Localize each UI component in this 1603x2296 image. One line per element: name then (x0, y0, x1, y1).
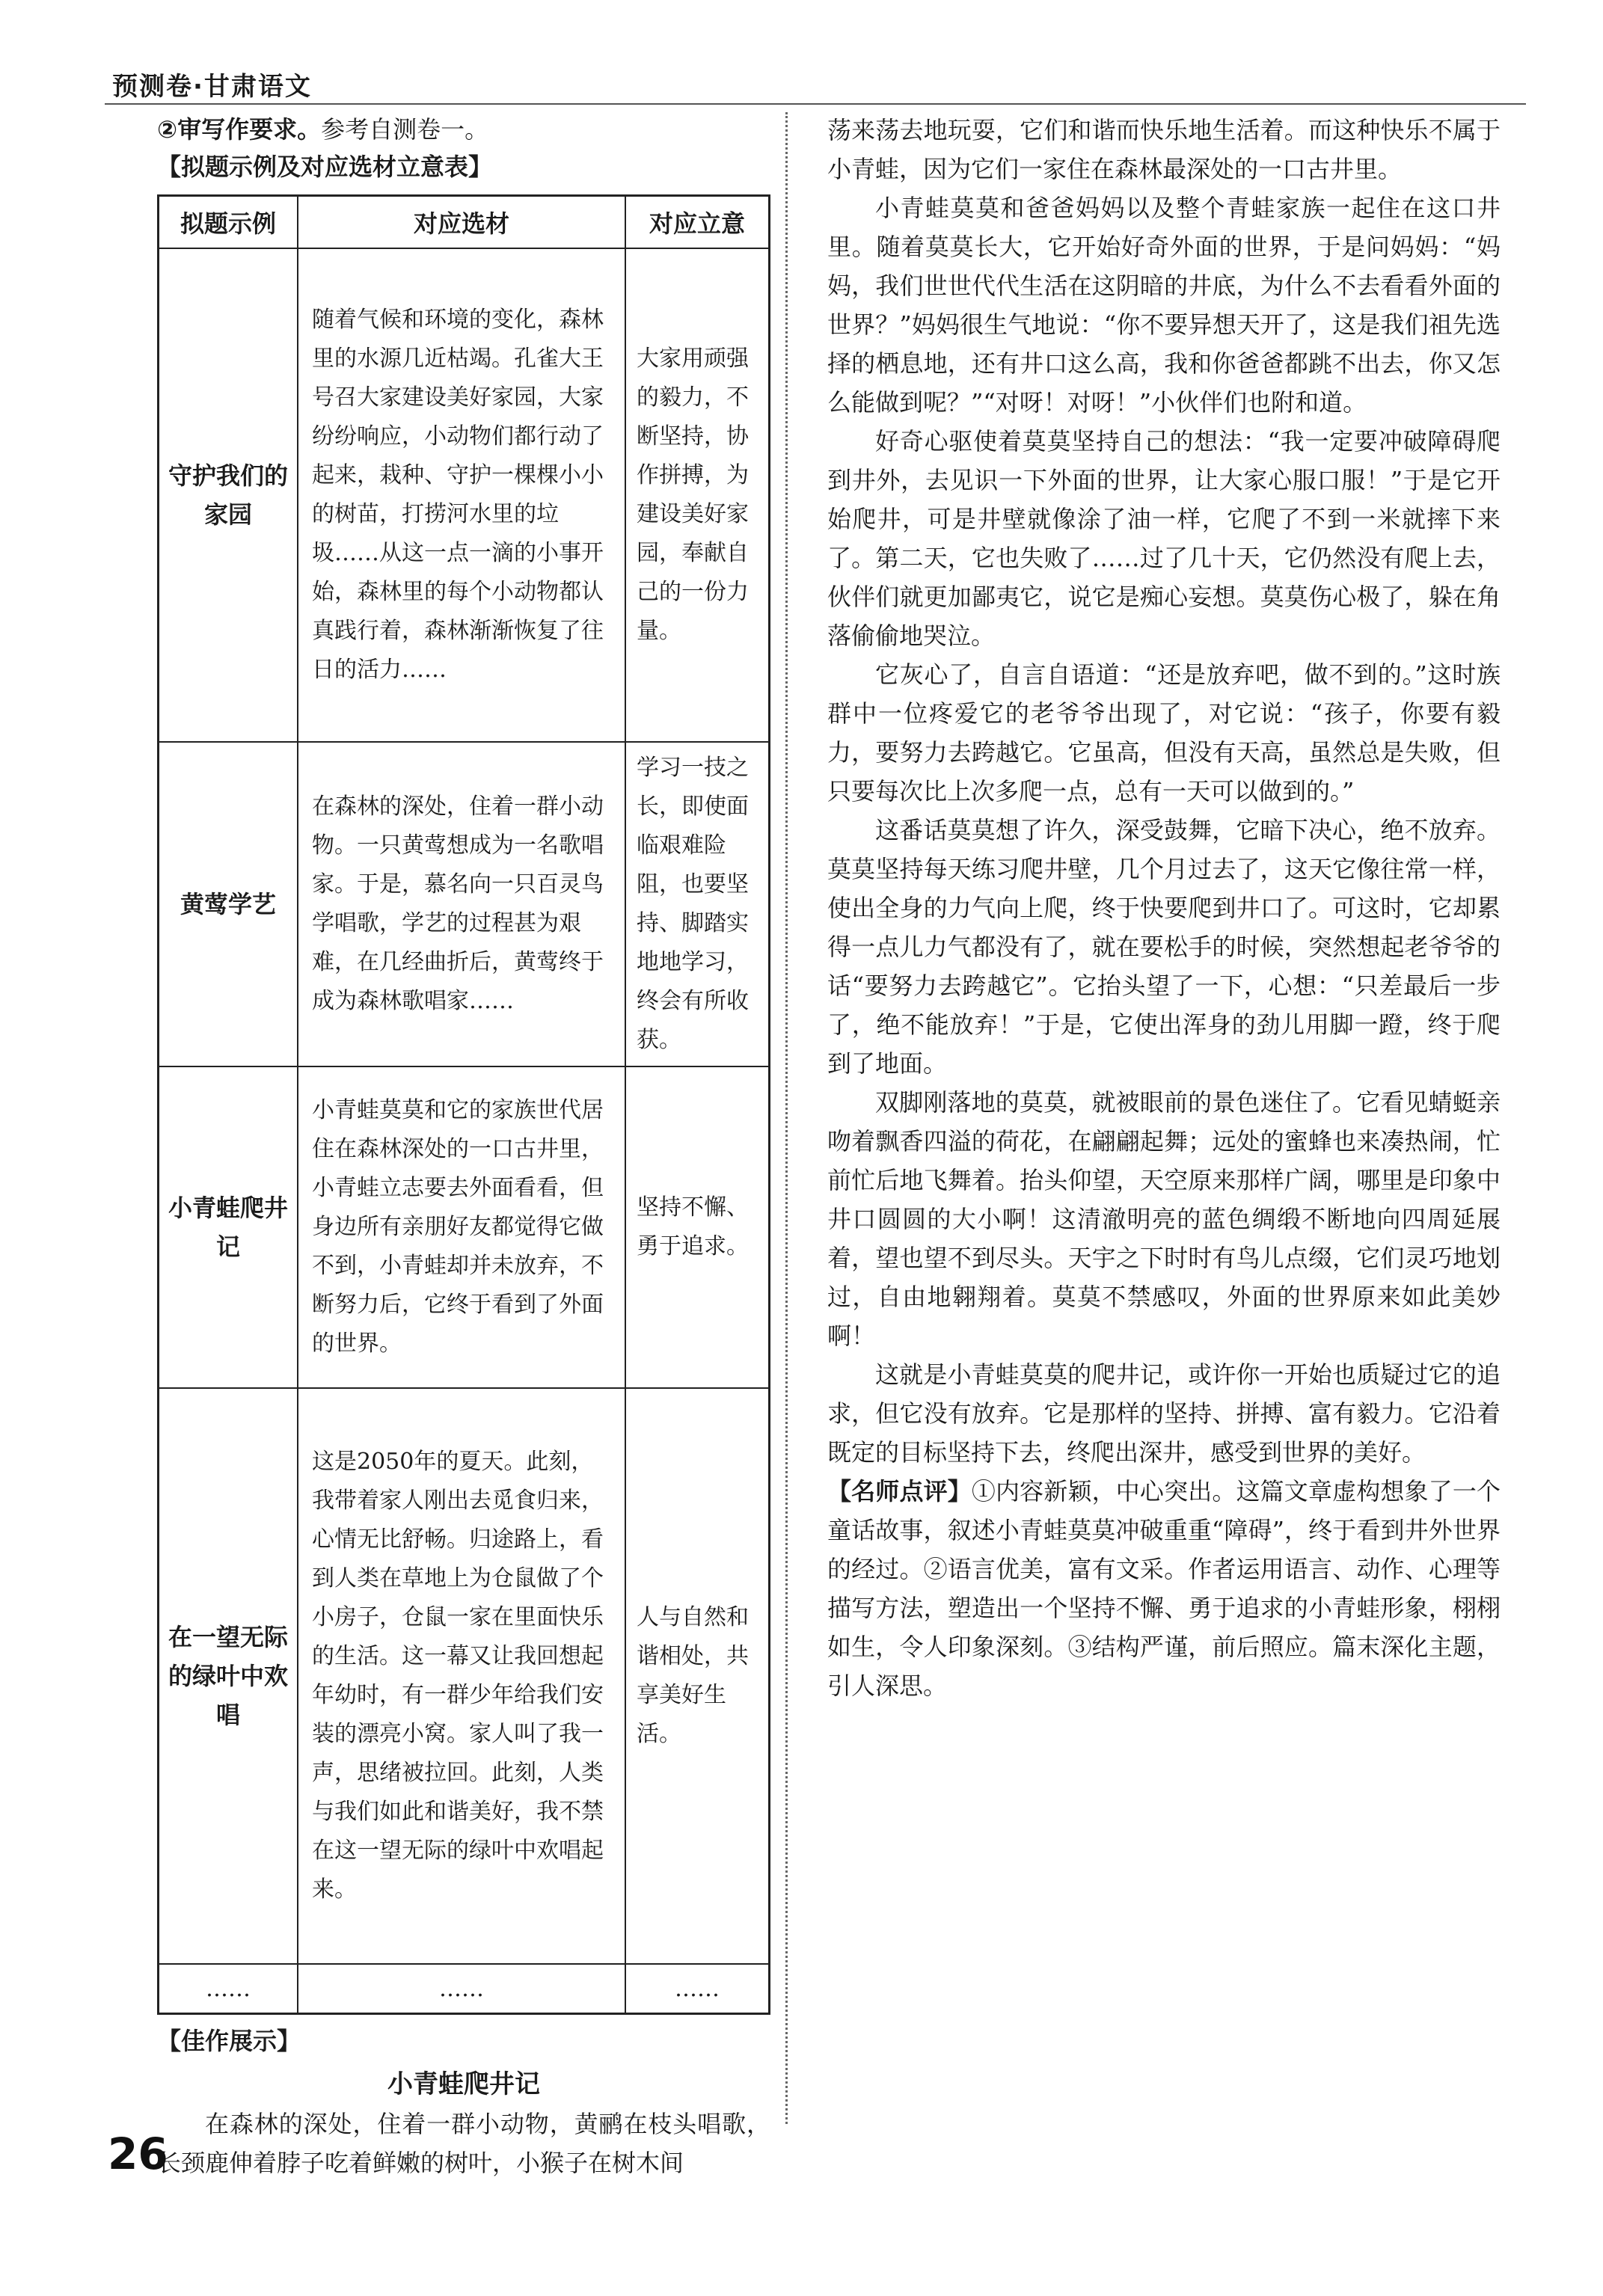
essay-paragraph: 它灰心了，自言自语道：“还是放弃吧，做不到的。”这时族群中一位疼爱它的老爷爷出现了，对它说：“孩子，你要有毅力，要努力去跨越它。它虽高，但没有天高，虽然总是失败，但只要每次比上次多爬一点，总有一天可以做到的。” (827, 660, 1501, 805)
row-theme: …… (625, 1964, 770, 2014)
header-material: 对应选材 (298, 196, 625, 249)
row-theme: 大家用顽强的毅力，不断坚持，协作拼搏，为建设美好家园，奉献自己的一份力量。 (625, 248, 770, 742)
row-material: …… (298, 1964, 625, 2014)
comment-text: ①内容新颖，中心突出。这篇文章虚构想象了一个童话故事，叙述小青蛙莫莫冲破重重“障碍”，终于看到井外世界的经过。②语言优美，富有文采。作者运用语言、动作、心理等描写方法，塑造出一个坚持不懈、勇于追求的小青蛙形象，栩栩如生，令人印象深刻。③结构严谨，前后照应。篇末深化主题，引人深思。 (827, 1477, 1501, 1700)
teacher-comment (827, 1472, 1501, 1705)
page-number: 26 (108, 2128, 168, 2179)
header-theme: 对应立意 (625, 196, 770, 249)
row-material: 随着气候和环境的变化，森林里的水源几近枯竭。孔雀大王号召大家建设美好家园，大家纷纷响应，小动物们都行动了起来，栽种、守护一棵棵小小的树苗，打捞河水里的垃圾……从这一点一滴的小事开始，森林里的每个小动物都认真践行着，森林渐渐恢复了往日的活力…… (298, 248, 625, 742)
right-column (827, 111, 1501, 1705)
requirement-line (157, 111, 770, 148)
row-title: 小青蛙爬井记 (159, 1066, 298, 1388)
table-header-row (159, 196, 770, 249)
page-header: 预测卷·甘肃语文 (112, 72, 312, 102)
table-row (159, 248, 770, 742)
row-title: 在一望无际的绿叶中欢唱 (159, 1388, 298, 1964)
row-material: 小青蛙莫莫和它的家族世代居住在森林深处的一口古井里，小青蛙立志要去外面看看，但身边所有亲朋好友都觉得它做不到，小青蛙却并未放弃，不断努力后，它终于看到了外面的世界。 (298, 1066, 625, 1388)
left-column (157, 111, 770, 2182)
comment-label: 【名师点评】 (827, 1477, 972, 1505)
table-row (159, 1066, 770, 1388)
table-heading: 【拟题示例及对应选材立意表】 (157, 153, 493, 181)
outline-table (157, 194, 770, 2015)
row-theme: 人与自然和谐相处，共享美好生活。 (625, 1388, 770, 1964)
header-title: 拟题示例 (159, 196, 298, 249)
essay-paragraph: 在森林的深处，住着一群小动物，黄鹂在枝头唱歌，长颈鹿伸着脖子吃着鲜嫩的树叶，小猴子在树木间 (157, 2110, 770, 2177)
row-theme: 学习一技之长，即使面临艰难险阻，也要坚持、脚踏实地地学习，终会有所收获。 (625, 742, 770, 1066)
table-row (159, 1964, 770, 2014)
row-title: …… (159, 1964, 298, 2014)
table-row (159, 1388, 770, 1964)
essay-paragraph: 双脚刚落地的莫莫，就被眼前的景色迷住了。它看见蜻蜓亲吻着飘香四溢的荷花，在翩翩起舞；远处的蜜蜂也来凑热闹，忙前忙后地飞舞着。抬头仰望，天空原来那样广阔，哪里是印象中井口圆圆的大小啊！这清澈明亮的蓝色绸缎不断地向四周延展着，望也望不到尽头。天宇之下时时有鸟儿点缀，它们灵巧地划过，自由地翱翔着。莫莫不禁感叹，外面的世界原来如此美妙啊！ (827, 1088, 1501, 1350)
essay-paragraph: 小青蛙莫莫和爸爸妈妈以及整个青蛙家族一起住在这口井里。随着莫莫长大，它开始好奇外面的世界，于是问妈妈：“妈妈，我们世世代代生活在这阴暗的井底，为什么不去看看外面的世界？”妈妈很生气地说：“你不要异想天开了，这是我们祖先选择的栖息地，还有井口这么高，我和你爸爸都跳不出去，你又怎么能做到呢？”“对呀！对呀！”小伙伴们也附和道。 (827, 194, 1501, 417)
row-title: 守护我们的家园 (159, 248, 298, 742)
column-divider (785, 112, 788, 2124)
requirement-label: ②审写作要求。 (157, 115, 322, 144)
essay-paragraph: 荡来荡去地玩耍，它们和谐而快乐地生活着。而这种快乐不属于小青蛙，因为它们一家住在森林最深处的一口古井里。 (827, 116, 1501, 183)
essay-paragraph: 这番话莫莫想了许久，深受鼓舞，它暗下决心，绝不放弃。莫莫坚持每天练习爬井壁，几个月过去了，这天它像往常一样，使出全身的力气向上爬，终于快要爬到井口了。可这时，它却累得一点儿力气都没有了，就在要松手的时候，突然想起老爷爷的话“要努力去跨越它”。它抬头望了一下，心想：“只差最后一步了，绝不能放弃！”于是，它使出浑身的劲儿用脚一蹬，终于爬到了地面。 (827, 816, 1501, 1078)
row-material: 在森林的深处，住着一群小动物。一只黄莺想成为一名歌唱家。于是，慕名向一只百灵鸟学唱歌，学艺的过程甚为艰难，在几经曲折后，黄莺终于成为森林歌唱家…… (298, 742, 625, 1066)
table-row (159, 742, 770, 1066)
row-material: 这是2050年的夏天。此刻，我带着家人刚出去觅食归来，心情无比舒畅。归途路上，看到人类在草地上为仓鼠做了个小房子，仓鼠一家在里面快乐的生活。这一幕又让我回想起年幼时，有一群少年给我们安装的漂亮小窝。家人叫了我一声，思绪被拉回。此刻，人类与我们如此和谐美好，我不禁在这一望无际的绿叶中欢唱起来。 (298, 1388, 625, 1964)
essay-paragraph: 好奇心驱使着莫莫坚持自己的想法：“我一定要冲破障碍爬到井外，去见识一下外面的世界，让大家心服口服！”于是它开始爬井，可是井壁就像涂了油一样，它爬了不到一米就摔下来了。第二天，它也失败了……过了几十天，它仍然没有爬上去，伙伴们就更加鄙夷它，说它是痴心妄想。莫莫伤心极了，躲在角落偷偷地哭泣。 (827, 427, 1501, 650)
showcase-heading: 【佳作展示】 (157, 2027, 301, 2055)
row-title: 黄莺学艺 (159, 742, 298, 1066)
header-rule (105, 103, 1526, 105)
essay-title: 小青蛙爬井记 (387, 2069, 540, 2099)
requirement-text: 参考自测卷一。 (321, 115, 489, 144)
essay-paragraph: 这就是小青蛙莫莫的爬井记，或许你一开始也质疑过它的追求，但它没有放弃。它是那样的坚持、拼搏、富有毅力。它沿着既定的目标坚持下去，终爬出深井，感受到世界的美好。 (827, 1360, 1501, 1467)
row-theme: 坚持不懈、勇于追求。 (625, 1066, 770, 1388)
